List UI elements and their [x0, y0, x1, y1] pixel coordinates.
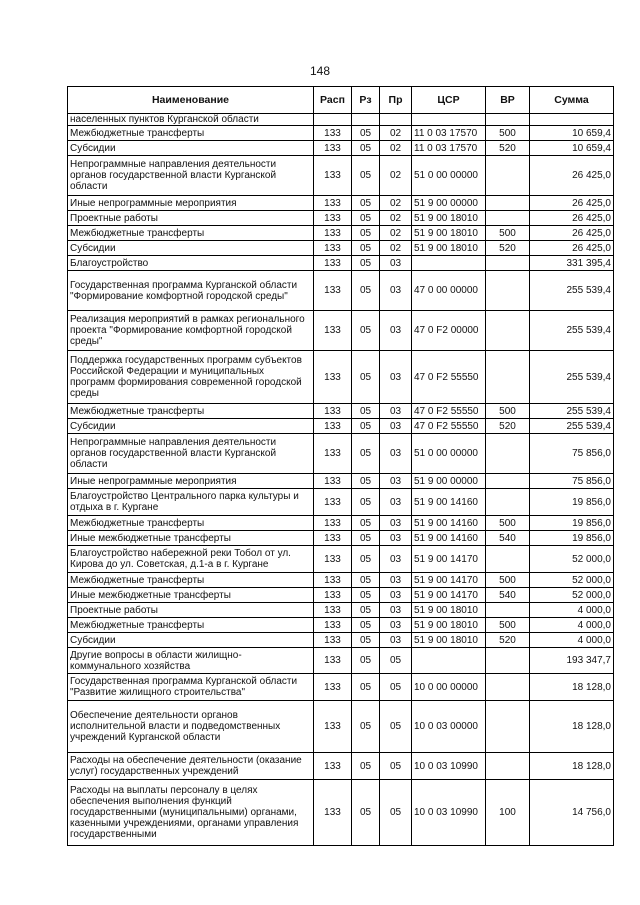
cell-sum: 26 425,0 [530, 226, 614, 241]
cell-csr [412, 648, 486, 674]
cell-pr: 05 [380, 780, 412, 846]
cell-rz: 05 [352, 753, 380, 780]
cell-name: Проектные работы [68, 211, 314, 226]
cell-rasp: 133 [314, 618, 352, 633]
cell-pr: 03 [380, 256, 412, 271]
cell-sum: 18 128,0 [530, 674, 614, 701]
cell-rz: 05 [352, 474, 380, 489]
cell-csr: 51 9 00 14170 [412, 546, 486, 573]
cell-rz: 05 [352, 603, 380, 618]
cell-rz: 05 [352, 434, 380, 474]
table-row [68, 241, 614, 256]
table-row [68, 196, 614, 211]
cell-rasp: 133 [314, 141, 352, 156]
cell-rasp: 133 [314, 434, 352, 474]
cell-rz: 05 [352, 489, 380, 516]
cell-sum: 18 128,0 [530, 701, 614, 753]
cell-vr: 540 [486, 588, 530, 603]
cell-rasp: 133 [314, 489, 352, 516]
cell-name: Поддержка государственных программ субъектов Российской Федерации и муниципальных программ формирования современной городской среды [68, 351, 314, 404]
cell-sum: 19 856,0 [530, 531, 614, 546]
cell-rasp: 133 [314, 753, 352, 780]
table-row [68, 156, 614, 196]
table-row [68, 573, 614, 588]
cell-name: Иные межбюджетные трансферты [68, 588, 314, 603]
table-row [68, 701, 614, 753]
cell-rz: 05 [352, 256, 380, 271]
table-row [68, 633, 614, 648]
cell-pr: 03 [380, 573, 412, 588]
table-row [68, 674, 614, 701]
cell-pr: 02 [380, 126, 412, 141]
cell-vr [486, 434, 530, 474]
cell-csr: 47 0 F2 00000 [412, 311, 486, 351]
cell-rz [352, 114, 380, 126]
header-csr: ЦСР [412, 87, 486, 114]
cell-csr: 10 0 03 10990 [412, 753, 486, 780]
cell-vr: 540 [486, 531, 530, 546]
cell-pr: 05 [380, 701, 412, 753]
cell-vr [486, 753, 530, 780]
table-row [68, 141, 614, 156]
cell-sum: 14 756,0 [530, 780, 614, 846]
cell-name: Межбюджетные трансферты [68, 226, 314, 241]
cell-pr: 02 [380, 241, 412, 256]
cell-sum: 4 000,0 [530, 618, 614, 633]
table-row [68, 603, 614, 618]
cell-rasp [314, 114, 352, 126]
cell-name: населенных пунктов Курганской области [68, 114, 314, 126]
cell-rasp: 133 [314, 674, 352, 701]
table-row [68, 419, 614, 434]
table-row [68, 753, 614, 780]
cell-csr: 10 0 03 00000 [412, 701, 486, 753]
cell-vr [486, 701, 530, 753]
cell-name: Реализация мероприятий в рамках регионального проекта "Формирование комфортной городской среды" [68, 311, 314, 351]
cell-vr: 500 [486, 618, 530, 633]
cell-rz: 05 [352, 701, 380, 753]
cell-rasp: 133 [314, 404, 352, 419]
header-sum: Сумма [530, 87, 614, 114]
cell-name: Субсидии [68, 241, 314, 256]
cell-rz: 05 [352, 141, 380, 156]
cell-sum: 4 000,0 [530, 603, 614, 618]
table-row [68, 780, 614, 846]
cell-vr [486, 674, 530, 701]
cell-sum: 10 659,4 [530, 126, 614, 141]
cell-vr: 520 [486, 419, 530, 434]
cell-rasp: 133 [314, 546, 352, 573]
cell-pr: 03 [380, 271, 412, 311]
table-row [68, 351, 614, 404]
cell-rz: 05 [352, 674, 380, 701]
cell-sum: 52 000,0 [530, 573, 614, 588]
cell-pr [380, 114, 412, 126]
cell-rz: 05 [352, 516, 380, 531]
cell-rz: 05 [352, 271, 380, 311]
cell-sum [530, 114, 614, 126]
cell-vr [486, 648, 530, 674]
cell-sum: 193 347,7 [530, 648, 614, 674]
cell-rasp: 133 [314, 211, 352, 226]
cell-rz: 05 [352, 618, 380, 633]
cell-csr: 51 9 00 18010 [412, 241, 486, 256]
cell-rz: 05 [352, 633, 380, 648]
cell-name: Непрограммные направления деятельности органов государственной власти Курганской области [68, 156, 314, 196]
cell-vr [486, 271, 530, 311]
cell-pr: 03 [380, 546, 412, 573]
cell-rz: 05 [352, 226, 380, 241]
cell-csr: 51 9 00 00000 [412, 196, 486, 211]
cell-sum: 255 539,4 [530, 404, 614, 419]
table-row [68, 516, 614, 531]
cell-csr: 51 9 00 14170 [412, 573, 486, 588]
cell-pr: 02 [380, 226, 412, 241]
table-row [68, 404, 614, 419]
cell-rz: 05 [352, 648, 380, 674]
cell-csr: 51 0 00 00000 [412, 156, 486, 196]
cell-rz: 05 [352, 419, 380, 434]
cell-csr: 51 9 00 14160 [412, 516, 486, 531]
cell-name: Проектные работы [68, 603, 314, 618]
cell-name: Непрограммные направления деятельности органов государственной власти Курганской области [68, 434, 314, 474]
cell-csr: 10 0 03 10990 [412, 780, 486, 846]
cell-name: Другие вопросы в области жилищно-коммунального хозяйства [68, 648, 314, 674]
table-row [68, 114, 614, 126]
cell-rasp: 133 [314, 196, 352, 211]
cell-name: Субсидии [68, 633, 314, 648]
cell-sum: 52 000,0 [530, 588, 614, 603]
cell-rasp: 133 [314, 126, 352, 141]
cell-name: Обеспечение деятельности органов исполнительной власти и подведомственных учреждений Курганской области [68, 701, 314, 753]
cell-rz: 05 [352, 404, 380, 419]
cell-sum: 331 395,4 [530, 256, 614, 271]
cell-pr: 03 [380, 474, 412, 489]
cell-sum: 75 856,0 [530, 434, 614, 474]
cell-vr [486, 489, 530, 516]
table-row [68, 474, 614, 489]
cell-rz: 05 [352, 531, 380, 546]
header-name: Наименование [68, 87, 314, 114]
cell-pr: 03 [380, 531, 412, 546]
cell-rasp: 133 [314, 648, 352, 674]
header-pr: Пр [380, 87, 412, 114]
cell-vr [486, 156, 530, 196]
cell-csr: 51 9 00 18010 [412, 226, 486, 241]
cell-rasp: 133 [314, 474, 352, 489]
cell-pr: 02 [380, 211, 412, 226]
cell-vr [486, 256, 530, 271]
table-row [68, 489, 614, 516]
header-rz: Рз [352, 87, 380, 114]
cell-csr: 11 0 03 17570 [412, 126, 486, 141]
cell-vr: 520 [486, 241, 530, 256]
cell-pr: 05 [380, 674, 412, 701]
table-row [68, 648, 614, 674]
cell-rz: 05 [352, 780, 380, 846]
cell-sum: 52 000,0 [530, 546, 614, 573]
cell-vr [486, 474, 530, 489]
cell-pr: 03 [380, 404, 412, 419]
cell-vr [486, 546, 530, 573]
cell-csr: 47 0 F2 55550 [412, 419, 486, 434]
cell-name: Иные непрограммные мероприятия [68, 196, 314, 211]
cell-name: Благоустройство Центрального парка культуры и отдыха в г. Кургане [68, 489, 314, 516]
cell-name: Межбюджетные трансферты [68, 516, 314, 531]
cell-csr: 51 9 00 00000 [412, 474, 486, 489]
cell-rz: 05 [352, 126, 380, 141]
cell-vr: 500 [486, 573, 530, 588]
cell-rz: 05 [352, 196, 380, 211]
cell-rasp: 133 [314, 588, 352, 603]
cell-rasp: 133 [314, 701, 352, 753]
cell-rz: 05 [352, 351, 380, 404]
cell-name: Государственная программа Курганской области "Формирование комфортной городской среды" [68, 271, 314, 311]
cell-rasp: 133 [314, 226, 352, 241]
cell-csr: 51 9 00 18010 [412, 618, 486, 633]
cell-rasp: 133 [314, 419, 352, 434]
cell-name: Межбюджетные трансферты [68, 404, 314, 419]
cell-sum: 75 856,0 [530, 474, 614, 489]
cell-vr: 500 [486, 404, 530, 419]
table-row [68, 271, 614, 311]
cell-rasp: 133 [314, 351, 352, 404]
cell-csr: 51 9 00 18010 [412, 633, 486, 648]
cell-rasp: 133 [314, 156, 352, 196]
cell-pr: 05 [380, 648, 412, 674]
cell-sum: 255 539,4 [530, 271, 614, 311]
table-row [68, 311, 614, 351]
table-row [68, 546, 614, 573]
cell-sum: 255 539,4 [530, 311, 614, 351]
cell-rasp: 133 [314, 573, 352, 588]
cell-name: Межбюджетные трансферты [68, 573, 314, 588]
cell-rasp: 133 [314, 603, 352, 618]
cell-rz: 05 [352, 546, 380, 573]
cell-sum: 26 425,0 [530, 196, 614, 211]
cell-rz: 05 [352, 311, 380, 351]
cell-csr: 10 0 00 00000 [412, 674, 486, 701]
cell-rz: 05 [352, 211, 380, 226]
cell-sum: 10 659,4 [530, 141, 614, 156]
table-row [68, 588, 614, 603]
table-row [68, 434, 614, 474]
cell-name: Расходы на обеспечение деятельности (оказание услуг) государственных учреждений [68, 753, 314, 780]
cell-csr [412, 114, 486, 126]
cell-pr: 02 [380, 141, 412, 156]
header-rasp: Расп [314, 87, 352, 114]
cell-pr: 03 [380, 633, 412, 648]
cell-csr: 47 0 00 00000 [412, 271, 486, 311]
cell-sum: 26 425,0 [530, 156, 614, 196]
cell-vr: 100 [486, 780, 530, 846]
cell-rasp: 133 [314, 633, 352, 648]
cell-name: Государственная программа Курганской области "Развитие жилищного строительства" [68, 674, 314, 701]
cell-pr: 05 [380, 753, 412, 780]
cell-rasp: 133 [314, 256, 352, 271]
cell-name: Иные межбюджетные трансферты [68, 531, 314, 546]
table-row [68, 531, 614, 546]
cell-name: Благоустройство [68, 256, 314, 271]
cell-vr: 500 [486, 516, 530, 531]
cell-name: Межбюджетные трансферты [68, 126, 314, 141]
cell-csr: 51 9 00 14160 [412, 531, 486, 546]
cell-name: Межбюджетные трансферты [68, 618, 314, 633]
cell-pr: 02 [380, 156, 412, 196]
cell-vr [486, 211, 530, 226]
cell-pr: 03 [380, 311, 412, 351]
table-row [68, 126, 614, 141]
budget-table [67, 86, 614, 846]
cell-name: Благоустройство набережной реки Тобол от ул. Кирова до ул. Советская, д.1-а в г. Кургане [68, 546, 314, 573]
cell-rz: 05 [352, 588, 380, 603]
cell-rasp: 133 [314, 516, 352, 531]
cell-vr: 500 [486, 126, 530, 141]
cell-pr: 03 [380, 588, 412, 603]
table-row [68, 256, 614, 271]
cell-csr: 51 0 00 00000 [412, 434, 486, 474]
table-row [68, 226, 614, 241]
cell-pr: 03 [380, 516, 412, 531]
table-row [68, 211, 614, 226]
cell-csr: 51 9 00 18010 [412, 603, 486, 618]
cell-pr: 03 [380, 618, 412, 633]
cell-rz: 05 [352, 573, 380, 588]
cell-rasp: 133 [314, 531, 352, 546]
cell-sum: 18 128,0 [530, 753, 614, 780]
cell-rasp: 133 [314, 311, 352, 351]
cell-sum: 255 539,4 [530, 351, 614, 404]
cell-name: Расходы на выплаты персоналу в целях обеспечения выполнения функций государственными (муниципальными) органами, казенными учреждениями, органами управления государственными [68, 780, 314, 846]
cell-name: Иные непрограммные мероприятия [68, 474, 314, 489]
cell-vr [486, 603, 530, 618]
cell-rz: 05 [352, 241, 380, 256]
cell-sum: 26 425,0 [530, 211, 614, 226]
cell-rasp: 133 [314, 780, 352, 846]
cell-sum: 255 539,4 [530, 419, 614, 434]
header-vr: ВР [486, 87, 530, 114]
cell-sum: 19 856,0 [530, 489, 614, 516]
cell-vr: 520 [486, 633, 530, 648]
cell-vr [486, 351, 530, 404]
cell-rasp: 133 [314, 241, 352, 256]
cell-csr [412, 256, 486, 271]
table-row [68, 618, 614, 633]
cell-vr [486, 311, 530, 351]
cell-vr [486, 196, 530, 211]
cell-pr: 02 [380, 196, 412, 211]
cell-pr: 03 [380, 434, 412, 474]
cell-sum: 26 425,0 [530, 241, 614, 256]
cell-name: Субсидии [68, 419, 314, 434]
cell-pr: 03 [380, 351, 412, 404]
cell-rz: 05 [352, 156, 380, 196]
cell-csr: 51 9 00 14160 [412, 489, 486, 516]
cell-csr: 47 0 F2 55550 [412, 351, 486, 404]
cell-pr: 03 [380, 489, 412, 516]
cell-vr: 520 [486, 141, 530, 156]
cell-name: Субсидии [68, 141, 314, 156]
cell-sum: 4 000,0 [530, 633, 614, 648]
cell-pr: 03 [380, 603, 412, 618]
cell-csr: 51 9 00 18010 [412, 211, 486, 226]
table-header-row [68, 87, 614, 114]
cell-rasp: 133 [314, 271, 352, 311]
cell-vr: 500 [486, 226, 530, 241]
cell-pr: 03 [380, 419, 412, 434]
cell-csr: 51 9 00 14170 [412, 588, 486, 603]
cell-vr [486, 114, 530, 126]
page-number: 148 [309, 64, 331, 78]
cell-csr: 47 0 F2 55550 [412, 404, 486, 419]
cell-csr: 11 0 03 17570 [412, 141, 486, 156]
cell-sum: 19 856,0 [530, 516, 614, 531]
